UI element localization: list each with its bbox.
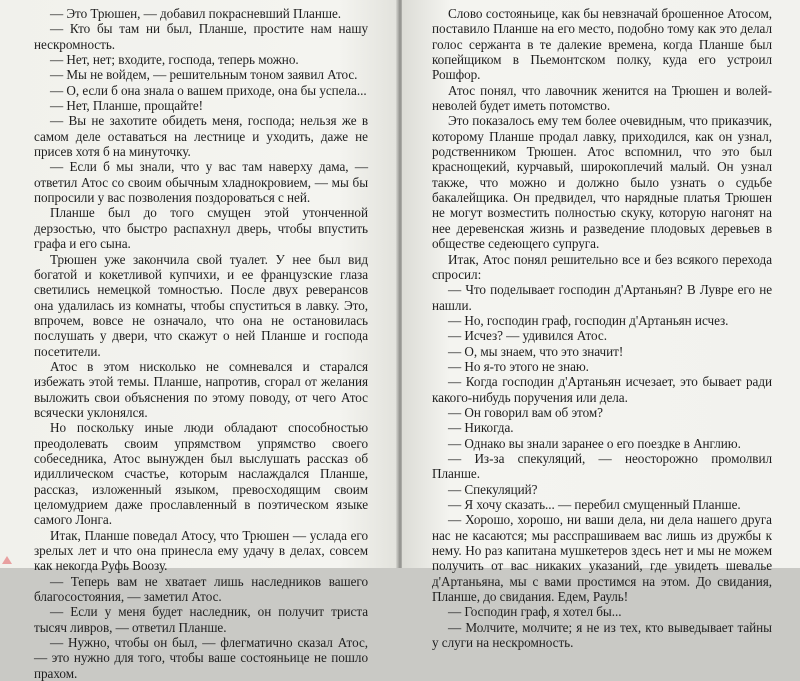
paragraph: — Спекуляций? xyxy=(448,481,538,497)
paragraph: Атос понял, что лавочник женится на Трюшен и волей-неволей будет иметь потомство. xyxy=(432,82,772,114)
paragraph: — О, мы знаем, что это значит! xyxy=(448,343,624,359)
paragraph: — Что поделывает господин д'Артаньян? В Лувре его не нашли. xyxy=(432,282,772,313)
left-page xyxy=(0,0,398,681)
paragraph: Но поскольку иные люди обладают способностью преодолевать своим упрямством упрямство своего собеседника, Атос вынужден был выслушать рассказ об идиллическом счастье, которым наслаждался Планше, рассказ, изложенный языком, превосходящим своим целомудрием даже прославленный в поэтическом языке самого Лонга. xyxy=(34,420,368,528)
paragraph: — Хорошо, хорошо, ни ваши дела, ни дела нашего друга нас не касаются; мы расспрашиваем вас лишь из дружбы к нему. Но раз капитана мушкетеров здесь нет и мы не можем получить от вас никаких указаний, где увидеть шевалье д'Артаньяна, мы с вами простимся на этом. До свидания, Планше, до свидания. Едем, Рауль! xyxy=(432,512,772,605)
paragraph: — Но, господин граф, господин д'Артаньян исчез. xyxy=(448,312,729,328)
paragraph: Итак, Атос понял решительно все и без всякого перехода спросил: xyxy=(432,251,772,282)
paragraph: — Нет, нет; входите, господа, теперь можно. xyxy=(50,52,299,68)
paragraph: — Теперь вам не хватает лишь наследников вашего благосостояния, — заметил Атос. xyxy=(34,573,368,605)
scan-corner-mark xyxy=(2,556,12,564)
paragraph: — Господин граф, я хотел бы... xyxy=(448,604,622,620)
paragraph: — Нет, Планше, прощайте! xyxy=(50,98,203,114)
left-page-text xyxy=(34,6,368,681)
paragraph: Итак, Планше поведал Атосу, что Трюшен — услада его зрелых лет и что она принесла ему удачу в делах, совсем как некогда Руфь Воозу. xyxy=(34,527,368,574)
paragraph: — Я хочу сказать... — перебил смущенный Планше. xyxy=(448,497,741,512)
paragraph: — Вы не захотите обидеть меня, господа; нельзя же в самом деле оставаться на лестнице и уходить, даже не присев хотя б на минуточку. xyxy=(34,113,368,160)
paragraph: — Он говорил вам об этом? xyxy=(448,404,603,420)
paragraph: — Кто бы там ни был, Планше, простите нам нашу нескромность. xyxy=(34,21,368,52)
right-page xyxy=(402,0,800,651)
paragraph: — Никогда. xyxy=(448,420,514,436)
paragraph: Планше был до того смущен этой утонченной дерзостью, что быстро распахнул дверь, чтобы впустить графа и его сына. xyxy=(34,205,368,252)
paragraph: — Когда господин д'Артаньян исчезает, это бывает ради какого-нибудь поручения или дела. xyxy=(432,374,772,405)
paragraph: — Из-за спекуляций, — неосторожно промолвил Планше. xyxy=(432,450,772,482)
paragraph: Атос в этом нисколько не сомневался и старался избежать этой темы. Планше, напротив, сгорал от желания выложить свои объяснения по этому поводу, от чего Атос всячески уклонялся. xyxy=(34,358,368,420)
paragraph: — Но я-то этого не знаю. xyxy=(448,358,589,374)
paragraph: Слово состояньице, как бы невзначай брошенное Атосом, поставило Планше на его место, подобно тому как это делал голос сержанта в те далекие времена, когда Планше был копейщиком в Пьемонтском полку, куда его устроил Рошфор. xyxy=(432,6,772,83)
paragraph: — Если б мы знали, что у вас там наверху дама, — ответил Атос со своим обычным хладнокровием, — мы бы попросили у вас позволения поздороваться с ней. xyxy=(34,159,368,206)
right-page-text xyxy=(432,6,772,650)
paragraph: — Однако вы знали заранее о его поездке в Англию. xyxy=(448,435,741,451)
paragraph: — Если у меня будет наследник, он получит триста тысяч ливров, — ответил Планше. xyxy=(34,604,368,635)
paragraph: Трюшен уже закончила свой туалет. У нее был вид богатой и кокетливой купчихи, и ее французские глаза светились немецкой томностью. После двух реверансов она удалилась из комнаты, чтобы спуститься в лавку. Это, впрочем, вовсе не означало, что она не остановилась послушать у двери, что скажут о ней Планше и господа посетители. xyxy=(34,251,368,359)
paragraph: Это показалось ему тем более очевидным, что приказчик, которому Планше продал лавку, приходился, как он узнал, родственником Трюшен. Атос вспомнил, что это был краснощекий, курчавый, широкоплечий малый. Он узнал также, что можно и должно было узнать о судьбе бакалейщика. Он предвидел, что нарядные платья Трюшен не могут возместить полностью скуку, которую нагонят на нее деревенская жизнь и разведение плодовых деревьев в обществе седеющего супруга. xyxy=(432,113,772,252)
paragraph: — Исчез? — удивился Атос. xyxy=(448,328,607,344)
paragraph: — Это Трюшен, — добавил покрасневший Планше. xyxy=(50,6,342,21)
paragraph: — Молчите, молчите; я не из тех, кто выведывает тайны у слуги на нескромность. xyxy=(432,619,772,651)
paragraph: — О, если б она знала о вашем приходе, она бы успела... xyxy=(50,82,367,98)
paragraph: — Мы не войдем, — решительным тоном заявил Атос. xyxy=(50,67,358,83)
paragraph: — Нужно, чтобы он был, — флегматично сказал Атос, — это нужно для того, чтобы ваше состояньице не пошло прахом. xyxy=(34,635,368,681)
